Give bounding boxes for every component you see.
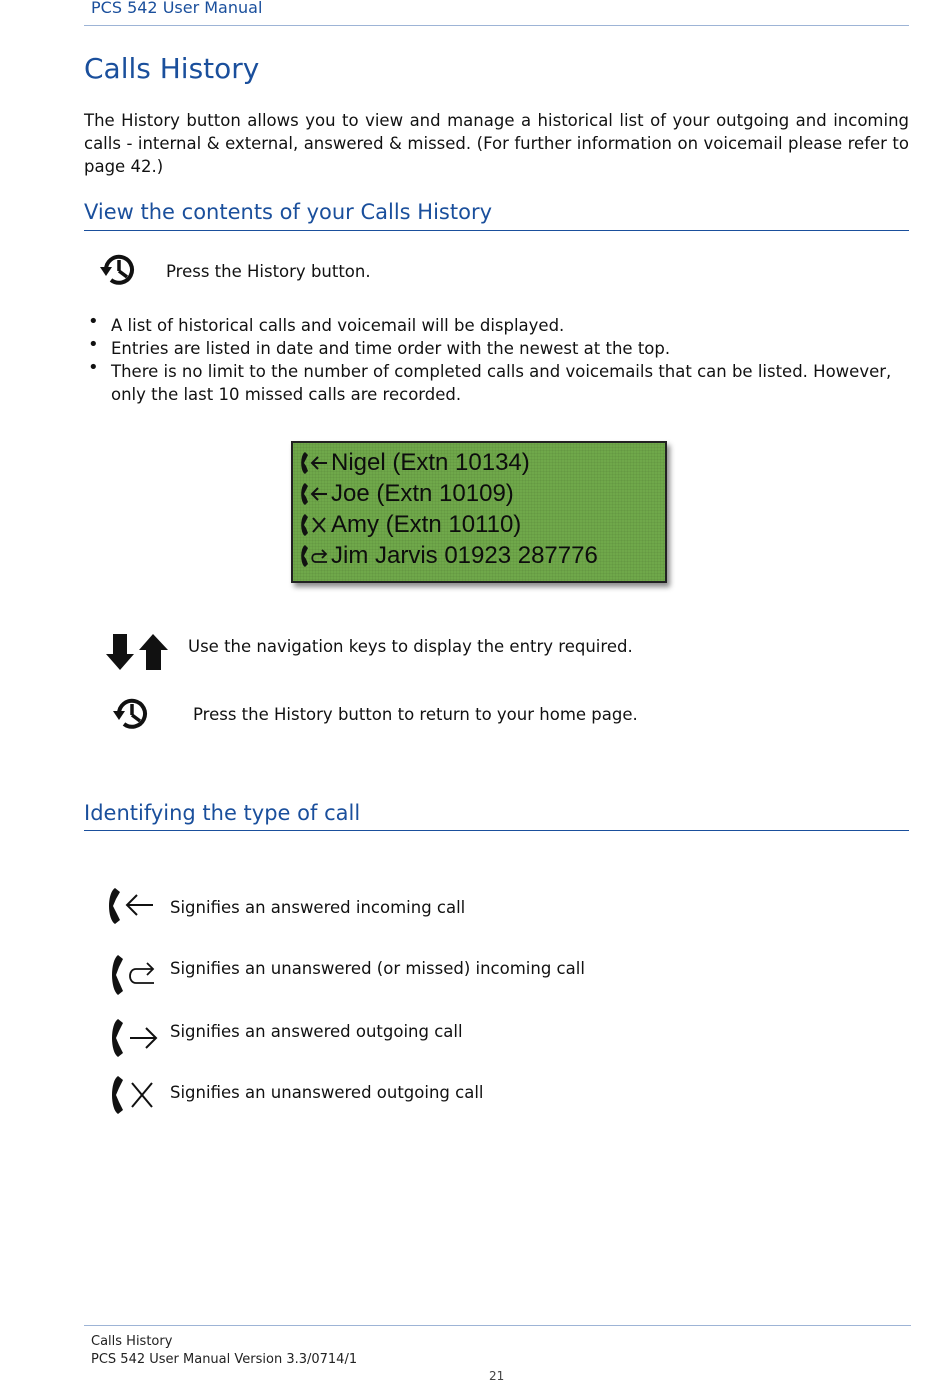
call-type-row xyxy=(108,1015,160,1065)
history-entry-text: Joe (Extn 10109) xyxy=(331,480,514,507)
call-type-label: Signifies an unanswered outgoing call xyxy=(170,1083,484,1102)
history-entry-text: Jim Jarvis 01923 287776 xyxy=(331,542,598,569)
section-heading-view: View the contents of your Calls History xyxy=(84,200,493,224)
call-type-row xyxy=(108,951,160,1003)
section-divider xyxy=(84,830,909,831)
section-divider xyxy=(84,230,909,231)
answered-incoming-call-icon xyxy=(299,449,329,477)
unanswered-outgoing-call-icon xyxy=(108,1072,160,1118)
footer-divider xyxy=(84,1325,911,1326)
missed-incoming-call-icon xyxy=(299,542,329,570)
header-divider xyxy=(84,25,909,26)
list-item: • There is no limit to the number of completed calls and voicemails that can be listed. However, only the last 10 missed calls are recorded. xyxy=(84,360,909,406)
answered-incoming-call-icon xyxy=(105,884,157,928)
page-number: 21 xyxy=(489,1369,505,1383)
answered-outgoing-call-icon xyxy=(108,1015,160,1061)
list-item: • A list of historical calls and voicemail will be displayed. xyxy=(84,314,909,337)
footer-section-name: Calls History xyxy=(91,1334,173,1349)
step-return-home: Press the History button to return to your home page. xyxy=(193,705,638,724)
navigation-keys-icon xyxy=(104,632,170,676)
info-bullet-list xyxy=(84,314,909,406)
call-type-label: Signifies an answered incoming call xyxy=(170,898,466,917)
intro-paragraph: The History button allows you to view and manage a historical list of your outgoing and incoming calls - internal & external, answered & missed. (For further information on voicemail please refer to page 42.) xyxy=(84,111,909,176)
call-type-row xyxy=(105,884,157,932)
missed-incoming-call-icon xyxy=(108,951,160,999)
history-entry-row xyxy=(299,541,598,571)
history-entry-row xyxy=(299,510,521,540)
history-entry-text: Nigel (Extn 10134) xyxy=(331,449,530,476)
section-heading-types: Identifying the type of call xyxy=(84,801,361,825)
history-entry-row xyxy=(299,479,514,509)
list-item: • Entries are listed in date and time order with the newest at the top. xyxy=(84,337,909,360)
footer-version: PCS 542 User Manual Version 3.3/0714/1 xyxy=(91,1352,358,1367)
step-press-history: Press the History button. xyxy=(166,262,371,281)
unanswered-outgoing-call-icon xyxy=(299,511,329,539)
running-header: PCS 542 User Manual xyxy=(91,0,263,17)
call-type-label: Signifies an answered outgoing call xyxy=(170,1022,463,1041)
history-entry-row xyxy=(299,448,530,478)
call-type-row xyxy=(108,1072,160,1122)
answered-incoming-call-icon xyxy=(299,480,329,508)
call-type-label: Signifies an unanswered (or missed) incoming call xyxy=(170,959,585,978)
history-button-icon xyxy=(98,249,140,295)
step-navigate: Use the navigation keys to display the entry required. xyxy=(188,637,633,656)
history-display-screen xyxy=(291,441,667,583)
page-title: Calls History xyxy=(84,52,260,85)
history-button-icon xyxy=(111,693,153,739)
history-entry-text: Amy (Extn 10110) xyxy=(331,511,522,538)
